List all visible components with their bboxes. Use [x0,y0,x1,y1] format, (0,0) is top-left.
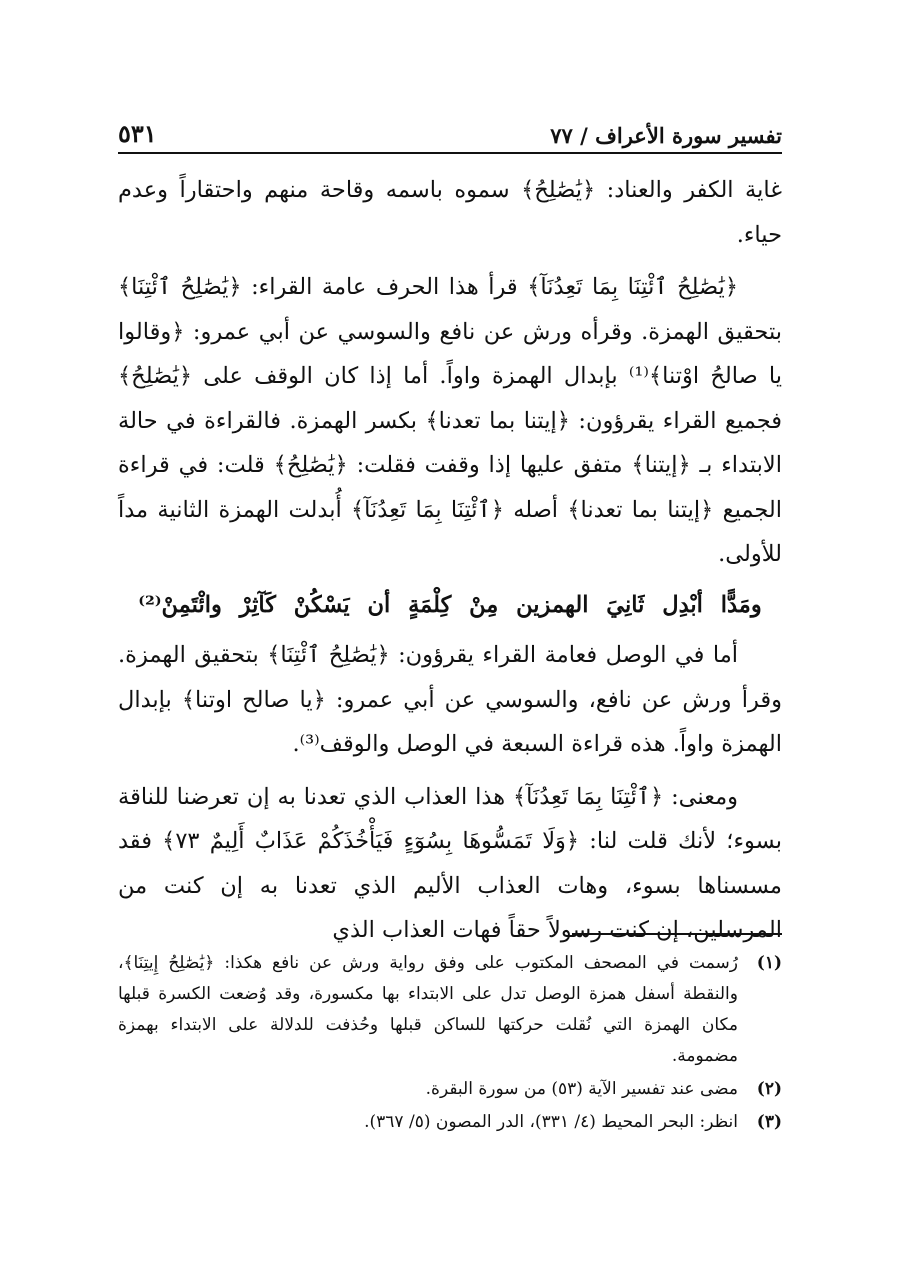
footnote-number: (١) [756,953,782,973]
footnote [118,1074,782,1105]
running-title: تفسير سورة الأعراف / ٧٧ [550,123,782,148]
footnote-number: (٣) [756,1112,782,1132]
footnote-text: مضى عند تفسير الآية (٥٣) من سورة البقرة. [425,1079,738,1099]
footnote [118,948,782,1072]
footnote [118,1107,782,1138]
paragraph-4: ومعنى: ﴿ٱئْتِنَا بِمَا تَعِدُنَآ﴾ هذا العذاب الذي تعدنا به إن تعرضنا للناقة بسوء؛ لأنك قلت لنا: ﴿وَلَا تَمَسُّوهَا بِسُوٓءٍ فَيَأْخُذَكُمْ عَذَابٌ أَلِيمٌ ٧٣﴾ فقد مسسناها بسوء، وهات العذاب الأليم الذي تعدنا به إن كنت من المرسلين، إن كنت رسولاً حقاً فهات العذاب الذي [118,783,782,943]
footnote-separator [572,933,782,935]
poem-verse: ومَدًّا أبْدِل ثَانِيَ الهمزين مِنْ كِلْمَةٍ أن يَسْكُنْ كَآثِرْ وائْتَمِنْ⁽²⁾ [138,591,762,618]
footnote-text: انظر: البحر المحيط (٤/ ٣٣١)، الدر المصون (٥/ ٣٦٧). [364,1112,738,1132]
footnote-number: (٢) [756,1079,782,1099]
main-text [118,168,782,953]
page-number: ٥٣١ [118,119,157,148]
footnotes [118,948,782,1140]
page-header [118,112,782,154]
paragraph-3: أما في الوصل فعامة القراء يقرؤون: ﴿يَٰصَٰلِحُ ٱئْتِنَا﴾ بتحقيق الهمزة. وقرأ ورش عن نافع، والسوسي عن أبي عمرو: ﴿يا صالح اوتنا﴾ بإبدال الهمزة واواً. هذه قراءة السبعة في الوصل والوقف⁽³⁾. [118,642,782,757]
paragraph-2: ﴿يَٰصَٰلِحُ ٱئْتِنَا بِمَا تَعِدُنَآ﴾ قرأ هذا الحرف عامة القراء: ﴿يَٰصَٰلِحُ ٱئْتِنَا﴾ بتحقيق الهمزة. وقرأه ورش عن نافع والسوسي عن أبي عمرو: ﴿وقالوا يا صالحُ اوْتنا﴾⁽¹⁾ بإبدال الهمزة واواً. أما إذا كان الوقف على ﴿يَٰصَٰلِحُ﴾ فجميع القراء يقرؤون: ﴿إيتنا بما تعدنا﴾ بكسر الهمزة. فالقراءة في حالة الابتداء بـ ﴿إيتنا﴾ متفق عليها إذا وقفت فقلت: ﴿يَٰصَٰلِحُ﴾ قلت: في قراءة الجميع ﴿إيتنا بما تعدنا﴾ أصله ﴿ٱئْتِنَا بِمَا تَعِدُنَآ﴾ أُبدلت الهمزة الثانية مداً للأولى. [118,274,782,567]
paragraph-1: غاية الكفر والعناد: ﴿يَٰصَٰلِحُ﴾ سموه باسمه وقاحة منهم واحتقاراً وعدم حياء. [118,177,782,248]
footnote-text: رُسمت في المصحف المكتوب على وفق رواية ورش عن نافع هكذا: ﴿يَٰصَٰلِحُ إِيتِنَا﴾، والنقطة أسفل همزة الوصل تدل على الابتداء بها مكسورة، وقد وُضعت الكسرة قبلها مكان الهمزة التي نُقلت حركتها للساكن قبلها وحُذفت للدلالة على الابتداء بهمزة مضمومة. [118,953,738,1066]
